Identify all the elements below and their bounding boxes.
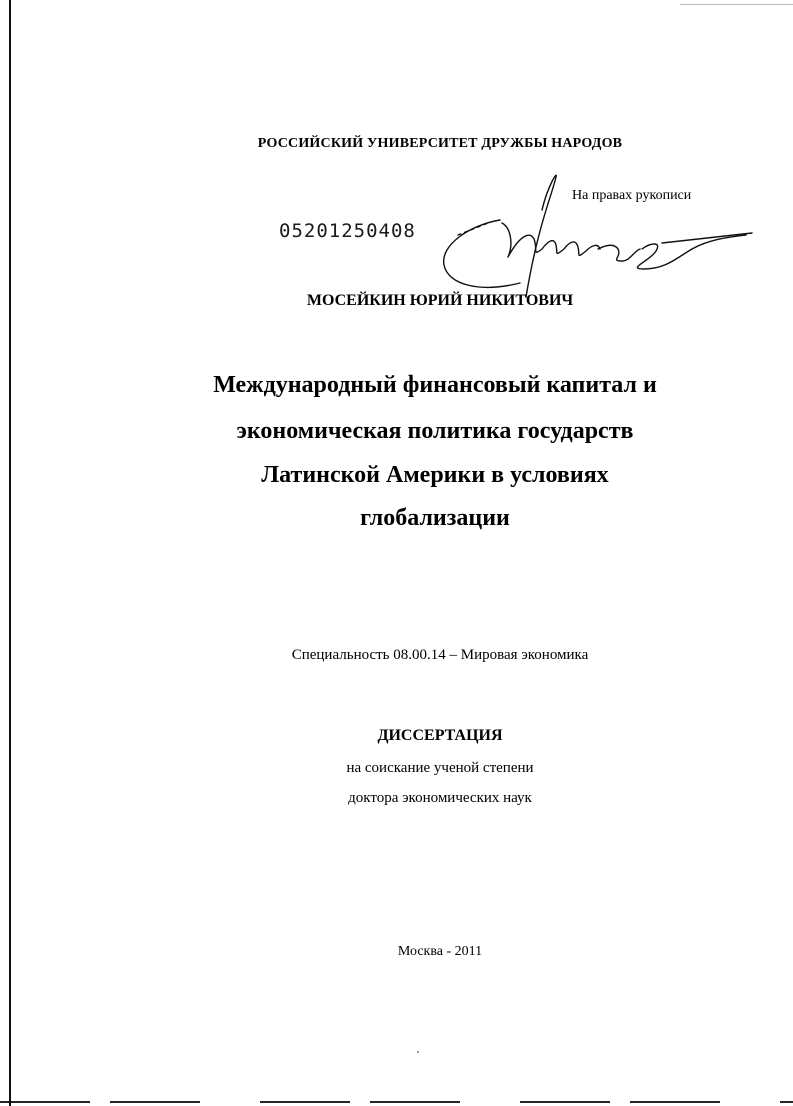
dissertation-title-line-4: глобализации <box>360 505 510 531</box>
university-name: РОССИЙСКИЙ УНИВЕРСИТЕТ ДРУЖБЫ НАРОДОВ <box>257 136 623 151</box>
dissertation-title-line-3: Латинской Америки в условиях <box>261 462 609 488</box>
scan-edge-left <box>9 0 11 1106</box>
scan-edge-top <box>680 4 793 5</box>
author-name: МОСЕЙКИН ЮРИЙ НИКИТОВИЧ <box>306 292 574 309</box>
document-type: ДИССЕРТАЦИЯ <box>377 727 503 744</box>
degree-line-1: на соискание ученой степени <box>346 760 534 776</box>
dissertation-title-line-1: Международный финансовый капитал и <box>213 372 657 398</box>
city-year: Москва - 2011 <box>397 944 483 959</box>
manuscript-note: На правах рукописи <box>572 188 692 203</box>
serial-number-stamp: 05201250408 <box>279 220 416 242</box>
specialty-line: Специальность 08.00.14 – Мировая экономика <box>291 647 589 663</box>
handwritten-signature <box>430 165 760 305</box>
degree-line-2: доктора экономических наук <box>348 790 532 806</box>
scan-speck <box>417 1051 419 1053</box>
dissertation-title-line-2: экономическая политика государств <box>236 418 634 444</box>
scan-edge-bottom <box>0 1101 793 1103</box>
